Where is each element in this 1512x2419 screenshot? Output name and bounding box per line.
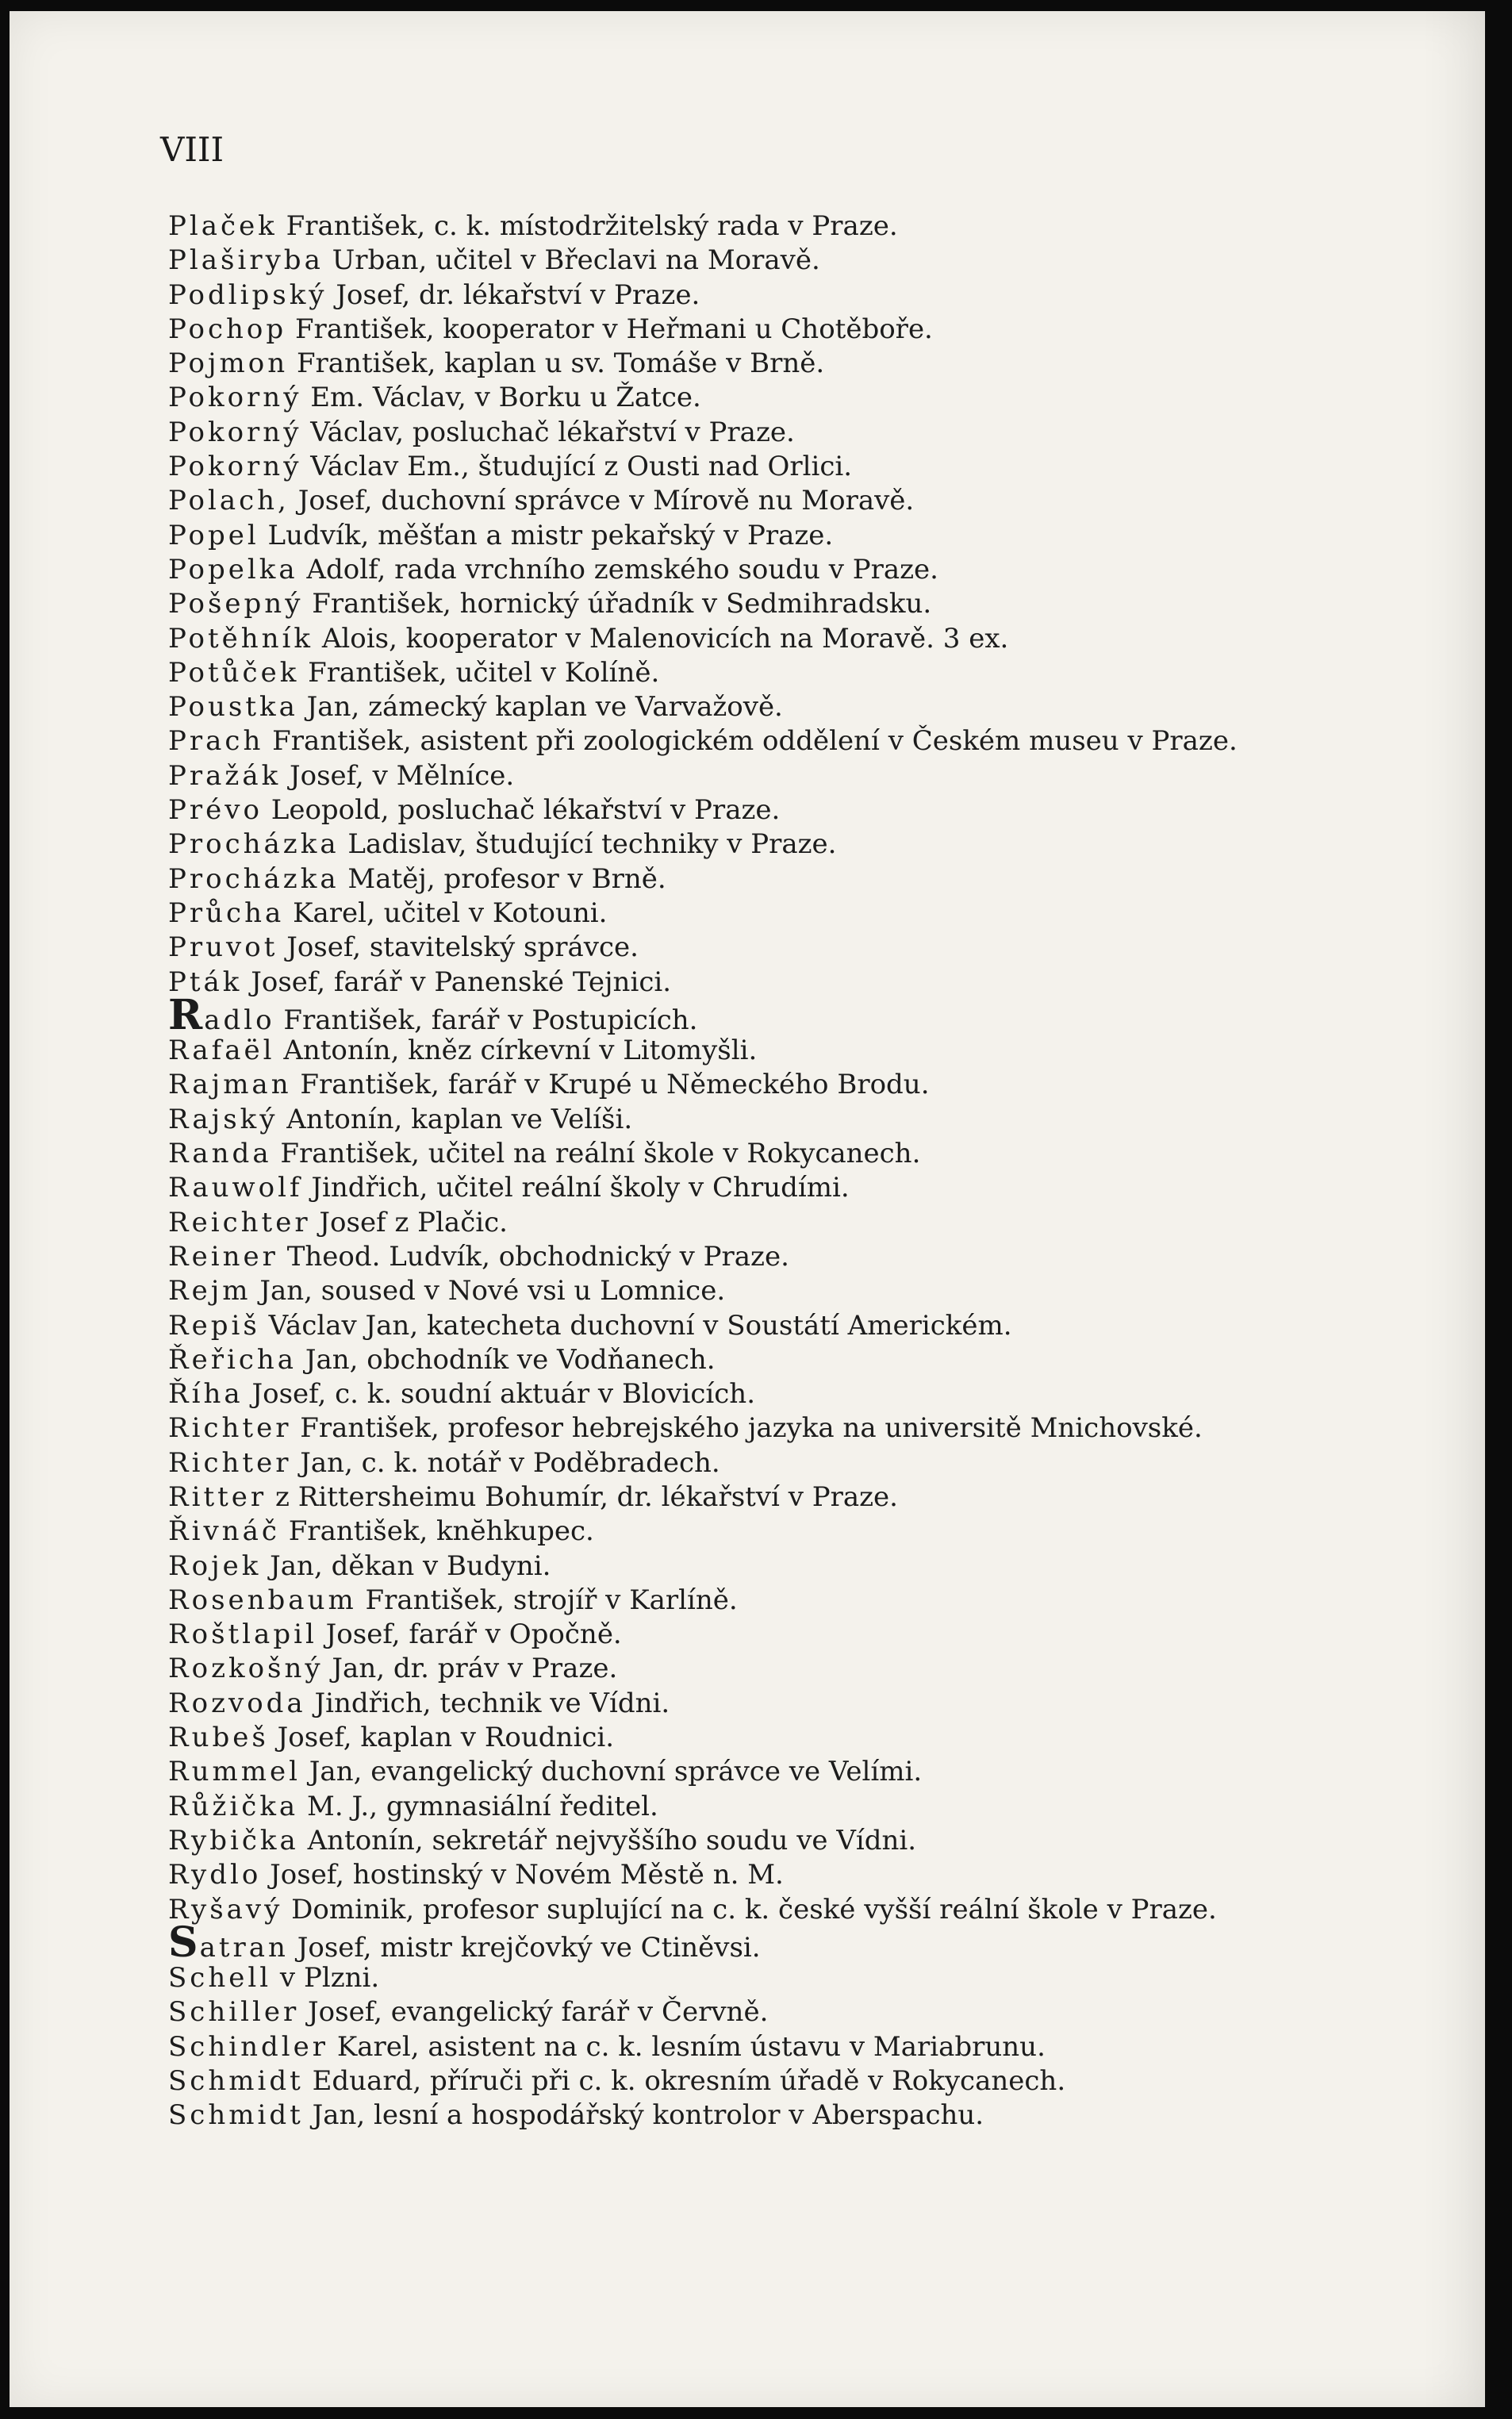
entry-details: František, kaplan u sv. Tomáše v Brně. (296, 347, 825, 380)
list-entry (168, 1995, 1406, 2029)
list-entry (168, 1068, 1406, 1102)
list-entry (168, 1103, 1406, 1137)
decorative-initial: S (168, 1918, 198, 1967)
entry-surname: atran (199, 1931, 289, 1964)
entry-details: Jindřich, učitel reální školy v Chrudími. (311, 1172, 850, 1204)
list-entry (168, 1652, 1406, 1686)
entry-details: Karel, učitel v Kotouni. (293, 897, 608, 929)
list-entry (168, 1240, 1406, 1274)
entry-details: František, učitel na reální škole v Rokycanech. (280, 1138, 921, 1170)
entry-surname: Procházka (168, 828, 340, 861)
list-entry (168, 1918, 1406, 1967)
list-entry (168, 1377, 1406, 1411)
entry-surname: Rummel (168, 1756, 301, 1788)
list-entry (168, 553, 1406, 587)
entry-surname: Pokorný (168, 382, 302, 414)
page-edge-shade (1422, 11, 1485, 2407)
entry-details: Josef, c. k. soudní aktuár v Blovicích. (251, 1378, 756, 1411)
list-entry (168, 1618, 1406, 1652)
entry-surname: Schiller (168, 1996, 300, 2029)
entry-details: M. J., gymnasiální ředitel. (307, 1790, 658, 1822)
entry-details: z Rittersheimu Bohumír, dr. lékařství v Praze. (275, 1480, 898, 1513)
entry-details: Antonín, kněz církevní v Litomyšli. (283, 1035, 758, 1067)
entry-details: František, kooperator v Heřmani u Chotěboře. (294, 313, 933, 345)
entry-surname: Rojek (168, 1549, 262, 1582)
entry-details: Jan, děkan v Budyni. (270, 1549, 551, 1582)
list-entry (168, 897, 1406, 931)
entry-details: Josef, kaplan v Roudnici. (277, 1722, 615, 1754)
entry-surname: Pojmon (168, 347, 289, 380)
entry-details: Josef, dr. lékařství v Praze. (336, 278, 700, 311)
entry-details: Ladislav, študující techniky v Praze. (347, 828, 837, 861)
list-entry (168, 1858, 1406, 1892)
entry-details: Em. Václav, v Borku u Žatce. (310, 382, 701, 414)
entry-details: Václav Jan, katecheta duchovní v Soustátí Americkém. (268, 1309, 1012, 1342)
entry-surname: Rejm (168, 1275, 251, 1307)
entry-surname: Reiner (168, 1240, 278, 1273)
list-entry (168, 1309, 1406, 1343)
list-entry (168, 1893, 1406, 1927)
list-entry (168, 1137, 1406, 1171)
entry-surname: Podlipský (168, 278, 328, 311)
entry-details: Jindřich, technik ve Vídni. (314, 1687, 670, 1719)
entry-details: Jan, obchodník ve Vodňanech. (305, 1343, 716, 1376)
entry-details: Josef, v Mělníce. (290, 759, 515, 792)
entry-details: Karel, asistent na c. k. lesním ústavu v Mariabrunu. (336, 2030, 1046, 2063)
entry-details: František, profesor hebrejského jazyka na universitě Mnichovské. (300, 1412, 1203, 1445)
list-entry (168, 966, 1406, 1000)
entry-surname: Ritter (168, 1480, 267, 1513)
entry-details: Josef, hostinský v Novém Městě n. M. (270, 1859, 784, 1891)
entry-details: v Plzni. (279, 1962, 380, 1995)
entry-surname: Potůček (168, 656, 300, 689)
entry-surname: Schmidt (168, 2065, 304, 2098)
entry-surname: Pokorný (168, 416, 302, 448)
entry-surname: Rozkošný (168, 1653, 324, 1685)
entry-surname: Pruvot (168, 931, 278, 964)
entry-details: Jan, soused v Nové vsi u Lomnice. (259, 1275, 726, 1307)
entry-surname: Schmidt (168, 2099, 304, 2132)
entry-details: Leopold, posluchač lékařství v Praze. (271, 794, 781, 827)
entry-surname: Repiš (168, 1309, 260, 1342)
list-entry (168, 793, 1406, 827)
list-entry (168, 1721, 1406, 1755)
entry-details: Václav Em., študující z Ousti nad Orlici. (310, 451, 853, 483)
entry-surname: Schindler (168, 2030, 329, 2063)
list-entry (168, 381, 1406, 415)
entry-surname: Prévo (168, 794, 263, 827)
list-entry (168, 519, 1406, 553)
entry-surname: Rybička (168, 1824, 299, 1856)
entry-surname: Schell (168, 1962, 272, 1995)
entry-surname: Potěhník (168, 622, 314, 655)
entry-surname: Richter (168, 1412, 292, 1445)
list-entry (168, 1343, 1406, 1377)
list-entry (168, 1171, 1406, 1205)
entry-details: Antonín, kaplan ve Velíši. (286, 1103, 633, 1135)
entry-details: Václav, posluchač lékařství v Praze. (310, 416, 795, 448)
entry-surname: Průcha (168, 897, 285, 929)
entry-details: Jan, evangelický duchovní správce ve Velími. (309, 1756, 923, 1788)
entry-surname: Poustka (168, 691, 298, 724)
list-entry (168, 1446, 1406, 1480)
entry-surname: Rubeš (168, 1722, 269, 1754)
entry-details: Josef, duchovní správce v Mírově nu Moravě. (297, 485, 915, 517)
list-entry (168, 1584, 1406, 1618)
entry-surname: Říha (168, 1378, 244, 1411)
entry-surname: Plaširyba (168, 244, 324, 277)
entry-details: František, farář v Postupicích. (283, 1004, 698, 1036)
entry-surname: Plaček (168, 210, 278, 242)
entry-details: Jan, c. k. notář v Poděbradech. (300, 1446, 720, 1479)
entry-surname: Rauwolf (168, 1172, 303, 1204)
entry-details: Jan, lesní a hospodářský kontrolor v Aberspachu. (312, 2099, 984, 2132)
list-entry (168, 209, 1406, 244)
page-number: VIII (160, 130, 224, 169)
entry-surname: Ryšavý (168, 1893, 283, 1926)
entry-details: Ludvík, měšťan a mistr pekařský v Praze. (267, 519, 834, 551)
entry-details: František, strojíř v Karlíně. (365, 1584, 738, 1616)
list-entry (168, 244, 1406, 278)
entry-surname: Rydlo (168, 1859, 262, 1891)
list-entry (168, 759, 1406, 793)
entry-surname: Prach (168, 725, 264, 758)
list-entry (168, 278, 1406, 313)
entry-surname: Pokorný (168, 451, 302, 483)
list-entry (168, 1755, 1406, 1789)
list-entry (168, 1961, 1406, 1995)
entry-surname: Rajman (168, 1069, 292, 1101)
entry-surname: Popelka (168, 553, 298, 586)
entry-details: Eduard, příruči při c. k. okresním úřadě v Rokycanech. (312, 2065, 1066, 2098)
entry-details: František, učitel v Kolíně. (308, 656, 660, 689)
entry-details: František, hornický úřadník v Sedmihradsku. (312, 588, 932, 620)
entry-surname: Rosenbaum (168, 1584, 357, 1616)
entry-surname: Roštlapil (168, 1618, 317, 1651)
entry-surname: Procházka (168, 862, 340, 895)
list-entry (168, 1824, 1406, 1858)
entry-details: Matěj, profesor v Brně. (347, 862, 666, 895)
entry-surname: Řeřicha (168, 1343, 297, 1376)
entry-surname: Rafaël (168, 1035, 275, 1067)
entry-surname: Řivnáč (168, 1515, 280, 1548)
entry-surname: Randa (168, 1138, 272, 1170)
list-entry (168, 622, 1406, 656)
entry-details: Alois, kooperator v Malenovicích na Moravě. 3 ex. (321, 622, 1009, 655)
entry-details: František, asistent při zoologickém oddělení v Českém museu v Praze. (272, 725, 1238, 758)
list-entry (168, 1480, 1406, 1515)
entry-details: František, c. k. místodržitelský rada v Praze. (286, 210, 898, 242)
list-entry (168, 1274, 1406, 1308)
entry-details: Josef, stavitelský správce. (286, 931, 639, 964)
entry-details: Urban, učitel v Břeclavi na Moravě. (332, 244, 820, 277)
list-entry (168, 1687, 1406, 1721)
list-entry (168, 656, 1406, 690)
list-entry (168, 416, 1406, 450)
entry-details: František, farář v Krupé u Německého Brodu. (300, 1069, 930, 1101)
entry-details: Josef, mistr krejčovký ve Ctiněvsi. (297, 1931, 761, 1964)
entry-details: Jan, dr. práv v Praze. (332, 1653, 618, 1685)
list-entry (168, 1549, 1406, 1584)
list-entry (168, 1515, 1406, 1549)
entry-surname: Růžička (168, 1790, 299, 1822)
entry-surname: Richter (168, 1446, 292, 1479)
entry-surname: Popel (168, 519, 259, 551)
entry-details: Theod. Ludvík, obchodnický v Praze. (286, 1240, 789, 1273)
list-entry (168, 690, 1406, 724)
document-page (10, 11, 1485, 2407)
entry-surname: Pošepný (168, 588, 304, 620)
entry-surname: Rajský (168, 1103, 278, 1135)
list-entry (168, 313, 1406, 347)
entry-details: Josef, evangelický farář v Červně. (308, 1996, 769, 2029)
entry-details: Josef z Plačic. (319, 1206, 508, 1238)
list-entry (168, 2098, 1406, 2133)
list-entry (168, 862, 1406, 897)
list-entry (168, 1411, 1406, 1446)
decorative-initial: R (168, 990, 203, 1039)
list-entry (168, 2064, 1406, 2098)
list-entry (168, 724, 1406, 758)
list-entry (168, 1034, 1406, 1068)
list-entry (168, 990, 1406, 1039)
list-entry (168, 587, 1406, 621)
subscriber-list (168, 209, 1406, 2133)
entry-details: Josef, farář v Opočně. (325, 1618, 622, 1651)
entry-details: František, knĕhkupec. (288, 1515, 594, 1548)
entry-details: Antonín, sekretář nejvyššího soudu ve Vídni. (307, 1824, 917, 1856)
entry-surname: adlo (204, 1004, 275, 1036)
list-entry (168, 1206, 1406, 1240)
entry-details: Dominik, profesor suplující na c. k. české vyšší reální škole v Praze. (291, 1893, 1217, 1926)
list-entry (168, 931, 1406, 965)
list-entry (168, 347, 1406, 381)
entry-surname: Pták (168, 966, 243, 998)
entry-surname: Polach, (168, 485, 290, 517)
list-entry (168, 2030, 1406, 2064)
entry-details: Adolf, rada vrchního zemského soudu v Praze. (306, 553, 938, 586)
entry-surname: Reichter (168, 1206, 311, 1238)
entry-details: Jan, zámecký kaplan ve Varvažově. (306, 691, 783, 724)
entry-surname: Rozvoda (168, 1687, 306, 1719)
entry-surname: Pražák (168, 759, 282, 792)
entry-surname: Pochop (168, 313, 287, 345)
list-entry (168, 450, 1406, 484)
list-entry (168, 484, 1406, 518)
entry-details: Josef, farář v Panenské Tejnici. (251, 966, 672, 998)
list-entry (168, 1790, 1406, 1824)
list-entry (168, 827, 1406, 862)
